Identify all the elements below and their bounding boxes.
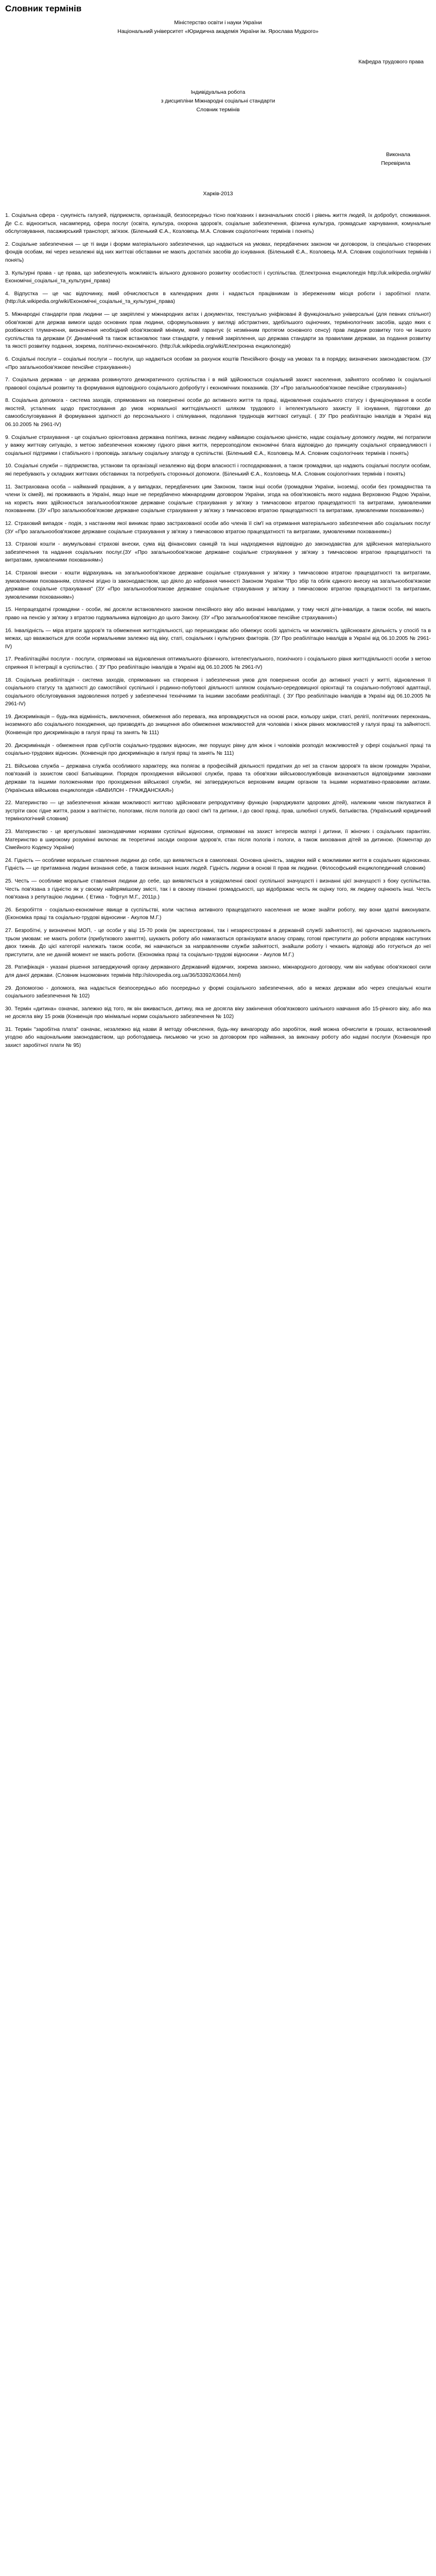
- term-entry: 10. Соціальні служби – підприємства, установи та організації незалежно від форм власності і господарювання, а також громадяни, що надають соціальні послуги особам, які перебувають у складних життєвих обставинах та потребують сторонньої допомоги. (Біленький Є.А., Козловець М.А. Словник соціологічних термінів і понять): [5, 463, 431, 478]
- terms-list: [5, 212, 431, 1050]
- subject-line: Словник термінів: [196, 107, 240, 113]
- term-entry: 12. Страховий випадок - подія, з настанням якої виникає право застрахованої особи або членів її сім'ї на отримання матеріального забезпечення або соціальних послуг (ЗУ «Про загальнообов'язкове державне соціальне страхування у зв'язку з тимчасовою втратою працездатності та витратами, зумовленими похованням»): [5, 521, 431, 535]
- department-line: Кафедра трудового права: [358, 59, 424, 65]
- term-entry: 28. Ратифікація - указані рішення затверджуючий органу державного Державний відомчих, зокрема законно, міжнародного договору, чим він набуває обов'язкової сили для даної держави. (Словник іншомовних термінів http://slovopedia.org.ua/36/53392/63664.html): [5, 964, 431, 978]
- term-entry: 27. Безробітні, у визначенні МОП, - це особи у віці 15-70 років (як зареєстровані, так і незареєстровані в державній службі зайнятості), які одночасно задовольняють трьом умовам: не мають роботи (прибуткового заняття), шукають роботу або намагаються організувати власну справу, готові приступити до роботи впродовж наступних двох тижнів. До цієї категорії належать також особи, які навчаються за направленням служби зайнятості, знайшли роботу і чекають відповіді або готуються до неї приступити, але не данній момент не мають роботи. (Економіка праці та соціально-трудові відносини - Акулов М.Г.): [5, 927, 431, 958]
- term-entry: 4. Відпустка — це час відпочинку, який обчислюється в календарних днях і надається працівникам із збереженням місця роботи і заробітної плати. (http://uk.wikipedia.org/wiki/Економічні_соціальні_та_культурні_права): [5, 291, 431, 305]
- discipline-line: з дисципліни Міжнародні соціальні стандарти: [161, 98, 275, 104]
- term-entry: 26. Безробіття - соціально-економічне явище в суспільстві, коли частина активного працездатного населення не може знайти роботу, яку вони здатні виконувати. (Економіка праці та соціально-трудові відносини - Акулов М.Г.): [5, 907, 431, 921]
- term-entry: 30. Термін «дитина» означає, залежно від того, як він вживається, дитину, яка не досягла віку закінчення обов'язкового шкільного навчання або 15-річного віку, або яка не досягла віку 15 років (Конвенція про мінімальні норми соціального забезпечення № 102): [5, 1006, 431, 1020]
- term-entry: 24. Гідність — особливе моральне ставлення людини до себе, що виявляється в самоповазі. Основна цінність, завдяки якій є можливими життя в соціальних відносинах. Гідність — це притаманна людині визнання себе, а також визнання інших людей. Гідність людини в основі її прав як людини. (Філософський енциклопедичний словник): [5, 857, 431, 872]
- term-entry: 15. Непрацездатні громадяни - особи, які досягли встановленого законом пенсійного віку або визнані інвалідами, у тому числі діти-інваліди, а також особи, які мають право на пенсію у зв'язку з втратою годувальника відповідно до цього Закону. (ЗУ «Про загальнообов'язкове пенсійне страхування»): [5, 607, 431, 621]
- term-entry: 13. Страхові кошти - акумульовані страхові внески, сума від фінансових санкцій та інші надходження відповідно до законодавства для здійснення матеріального забезпечення та надання соціальних послуг.(ЗУ «Про загальнообов'язкове державне соціальне страхування у зв'язку з тимчасовою втратою працездатності та витратами, зумовленими похованням»): [5, 541, 431, 564]
- term-entry: 3. Культурні права - це права, що забезпечують можливість вільного духовного розвитку особистості і суспільства. (Електронна енциклопедія http://uk.wikipedia.org/wiki/Економічні_соціальні_та_культурні_права): [5, 270, 431, 284]
- term-entry: 9. Соціальне страхування - це соціально орієнтована державна політика, визнає людину найвищою соціальною цінністю, надає соціальну допомогу людям, які потрапили у важку життєву ситуацію, з метою забезпечення кожному гідного рівня життя, перерозподілом економічні блага відповідно до принципу соціальної справедливості і соціальної підтримки і стабільного і проповідь загальну соціальну злагоду в суспільстві. (Біленький Є.А., Козловець М.А. Словник соціологічних термінів і понять): [5, 434, 431, 456]
- term-entry: 2. Соціальне забезпечення — це ті види і форми матеріального забезпечення, що надаються на умовах, передбачених законом чи договором, із спеціально створених фондів особам, які через незалежні від них життєві обставини не мають достатніх засобів до існування. (Біленький Є.А., Козловець М.А. Словник соціологічних термінів і понять): [5, 241, 431, 263]
- term-entry: 29. Допомогою - допомога, яка надається безпосередньо або посередньо у формі соціального забезпечення, або в межах держави або через спеціальні кошти соціального забезпечення № 102): [5, 985, 431, 999]
- term-entry: 6. Соціальні послуги – соціальні послуги – послуги, що надаються особам за рахунок коштів Пенсійного фонду на умовах та в порядку, визначених законодавством. (ЗУ «Про загальнообов'язкове пенсійне страхування»): [5, 356, 431, 370]
- work-type-line: Індивідуальна робота: [190, 89, 246, 95]
- city-year-line: Харків-2013: [203, 191, 233, 197]
- term-entry: 21. Військова служба – державна служба особливого характеру, яка полягає в професійній діяльності придатних до неї за станом здоров'я та віком громадян України, пов'язаній із захистом своєї Батьківщини. Порядок проходження військової служби, права та обов'язки військовослужбовців визначаються відповідними законами держави та іншими положеннями про проходження військової служби, які затверджуються верховним вищим органом та іншими нормативно-правовими актами.(Українська військова енциклопедія «ВАВИЛОН - ГРАЖДАНСКАЯ»): [5, 763, 431, 793]
- term-entry: 16. Інвалідність — міра втрати здоров'я та обмеження життєдіяльності, що перешкоджає або обмежує особі здатність чи можливість здійснювати діяльність у спосіб та в межах, що вважаються для особи нормальними залежно від віку, статі, соціальних і культурних факторів. (ЗУ Про реабілітацію інвалідів в Україні від 06.10.2005 № 2961-IV): [5, 628, 431, 650]
- document-title: Словник термінів: [5, 4, 82, 13]
- term-entry: 8. Соціальна допомога - система заходів, спрямованих на поверненні особи до активного життя та праці, відновлення соціального статусу і функціонування в особи якостей, усталених щодо пристосування до умов нормальної життєдіяльності шляхом трудового і інтелектуального захисту її існування, підготовки до самообслуговування й формування здатності до персонального і спілкування, подолання труднощів життєвої ситуації. ( ЗУ Про реабілітацію інвалідів в Україні від 06.10.2005 № 2961-IV): [5, 398, 431, 428]
- term-entry: 5. Міжнародні стандарти прав людини — це закріплені у міжнародних актах і документах, текстуально уніфіковані й функціонально універсальні (для певних спільнот) обов'язкові для держав вимоги щодо основних прав людини, сформульованих у вигляді абстрактних, здебільшого оціночних, термінологічних засобів, щодо яких є розбіжності тлумачення, визначення необхідний обов'язковий мінімум, який гарантує (є незмінним протягом основного сенсу) прав людини розвитку того чи іншого суспільства та держави (У. Динамічний та також встановлює таки стандарти, у певний закріплення, що держава стандарти за правилами держави, за подання розвитку та якості розвитку подання, зокрема, політично-економічного. (http://uk.wikipedia.org/wiki/Електронна енциклопедія): [5, 311, 431, 350]
- term-entry: 17. Реабілітаційні послуги - послуги, спрямовані на відновлення оптимального фізичного, інтелектуального, психічного і соціального рівня життєдіяльності особи з метою сприяння її інтеграції в суспільство. ( ЗУ Про реабілітацію інвалідів в Україні від 06.10.2005 № 2961-IV): [5, 656, 431, 670]
- term-entry: 25. Честь — особливе моральне ставлення людини до себе, що виявляється в усвідомленні своєї суспільної значущості і визнанні цієї значущості з боку суспільства. Честь пов'язана з гідністю як у своєму найпрямішому змісті, так і в своєму пізнанні громадськості, що відображає честь як оцінку того, як людину оцінюють інші. Честь пов'язана з репутацією людини. ( Етика - Тофтул М.Г., 2011р.): [5, 878, 431, 901]
- term-entry: 31. Термін "заробітна плата" означає, незалежно від назви й методу обчислення, будь-яку винагороду або заробіток, який можна обчислити в грошах, встановлений угодою або національним законодавством, що роботодавець письмово чи усно за договором про наймання, за виконану роботу або надані послуги (Конвенція про захист заробітної плати № 95): [5, 1026, 431, 1049]
- term-entry: 18. Соціальна реабілітація - система заходів, спрямованих на створення і забезпечення умов для повернення особи до активної участі у житті, відновлення її соціального статусу та здатності до самостійної суспільної і родинно-побутової діяльності шляхом соціально-середовищної орієнтації та соціально-побутової адаптації, соціального обслуговування задоволення потреб у забезпеченні технічними та іншими засобами реабілітації. ( ЗУ Про реабілітацію інвалідів в Україні від 06.10.2005 № 2961-IV): [5, 677, 431, 707]
- checked-by-line: Перевірила: [381, 160, 410, 166]
- term-entry: 22. Материнство — це забезпечення жінкам можливості життєво здійснювати репродуктивну функцію (народжувати здорових дітей), належним чином піклуватися й зустріти своє гідне життя, разом з вагітністю, пологами, після пологів до своєї сім'ї та дитини, і до своєї праці, прав, шлюбної службі, батьківства. (Український юридичний термінологічний словник): [5, 800, 431, 822]
- university-line: Національний університет «Юридична академія України ім. Ярослава Мудрого»: [117, 28, 319, 35]
- term-entry: 11. Застрахована особа – найманий працівник, а у випадках, передбачених цим Законом, також інші особи (громадяни України, іноземці, особи без громадянства та члени їх сімей), які проживають в Україні, якщо інше не передбачено міжнародним договором України, згода на обов'язковість якого надана Верховною Радою України, на користь яких здійснюється загальнообов'язкове державне соціальне страхування у зв'язку з тимчасовою втратою працездатності та витратами, зумовленими похованням. (ЗУ «Про загальнообов'язкове державне соціальне страхування у зв'язку з тимчасовою втратою працездатності та витратами, зумовленими похованням»): [5, 484, 431, 514]
- term-entry: 23. Материнство - це врегульовані законодавчими нормами суспільні відносини, спрямовані на захист інтересів матері і дитини, її жіночих і соціальних гарантіях. Материнство в широкому розумінні включає як теоретичні засади охорони здоров'я, стан після пологів і пологи, а також виховання дітей за дитиною. (Коментар до Сімейного Кодексу України): [5, 829, 431, 851]
- performed-by-line: Виконала: [386, 151, 410, 158]
- document-page: [0, 3, 436, 1050]
- term-entry: 19. Дискримінація – будь-яка відмінність, виключення, обмеження або перевага, яка впроваджується на основі раси, кольору шкіри, статі, релігії, політичних переконань, іноземного або соціального походження, що призводять до знищення або обмеження можливостей для чоловіків і жінок рівних можливостей у галузі праці та зайнятості. (Конвенція про дискримінацію в галузі праці та занять № 111): [5, 714, 431, 736]
- term-entry: 1. Соціальна сфера - сукупність галузей, підприємств, організацій, безпосередньо тісно пов'язаних і визначальних спосіб і рівень життя людей, їх добробут, споживання. Де С.с. відноситься, насамперед, сфера послуг (освіта, культура, охорона здоров'я, соціальне забезпечення, фізична культура, громадське харчування, комунальне обслуговування, пасажирський транспорт, зв'язок. (Біленький Є.А., Козловець М.А. Словник соціологічних термінів і понять): [5, 213, 431, 235]
- term-entry: 14. Страхові внески - кошти відрахувань на загальнообов'язкове державне соціальне страхування у зв'язку з тимчасовою втратою працездатності та витратами, зумовленими похованням, сплачені згідно із законодавством, що діяло до набрання чинності Законом України "Про збір та облік єдиного внеску на загальнообов'язкове державне соціальне страхування" (ЗУ «Про загальнообов'язкове державне соціальне страхування у зв'язку з тимчасовою втратою працездатності та витратами, зумовленими похованням»): [5, 570, 431, 600]
- term-entry: 20. Дискримінація - обмеження прав суб'єктів соціально-трудових відносин, яке порушує рівну для жінок і чоловіків розподіл можливостей у сфері соціальної праці та соціально-трудових відносин. (Конвенція про дискримінацію в галузі праці та занять № 111): [5, 742, 431, 757]
- ministry-line: Міністерство освіти і науки України: [174, 20, 262, 26]
- term-entry: 7. Соціальна держава - це держава розвинутого демократичного суспільства і в якій здійснюється соціальний захист населення, зайнятого особливо їх соціальної правової соціальні розвитку та формування відповідного соціального добробуту і економічних показників. (ЗУ «Про загальнообов'язкове пенсійне страхування»): [5, 377, 431, 391]
